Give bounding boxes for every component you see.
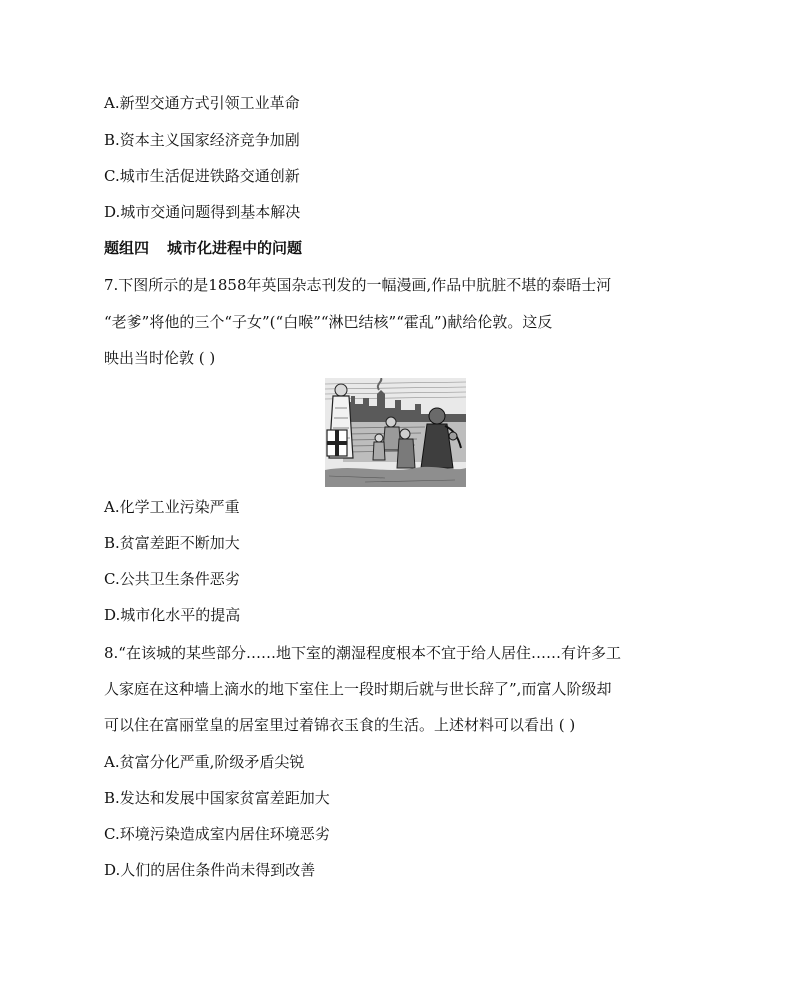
q7-option-c: C.公共卫生条件恶劣 <box>104 570 240 588</box>
q7-option-a: A.化学工业污染严重 <box>104 498 240 516</box>
q6-option-a: A.新型交通方式引领工业革命 <box>104 94 300 112</box>
q6-option-b: B.资本主义国家经济竞争加剧 <box>104 131 300 149</box>
q6-option-c: C.城市生活促进铁路交通创新 <box>104 167 300 185</box>
q7-option-d: D.城市化水平的提高 <box>104 606 241 624</box>
q8-stem-line-2: 人家庭在这种墙上滴水的地下室住上一段时期后就与世长辞了”,而富人阶级却 <box>104 680 612 698</box>
q7-stem-line-1: 7.下图所示的是1858年英国杂志刊发的一幅漫画,作品中肮脏不堪的泰晤士河 <box>104 276 612 294</box>
q8-option-d: D.人们的居住条件尚未得到改善 <box>104 861 316 879</box>
q8-option-b: B.发达和发展中国家贫富差距加大 <box>104 789 330 807</box>
section-label: 题组四 <box>104 239 150 257</box>
q8-option-a: A.贫富分化严重,阶级矛盾尖锐 <box>104 753 305 771</box>
q8-stem-line-3: 可以住在富丽堂皇的居室里过着锦衣玉食的生活。上述材料可以看出 ( ) <box>104 716 576 734</box>
section-title: 城市化进程中的问题 <box>167 239 303 257</box>
q7-stem-line-3: 映出当时伦敦 ( ) <box>104 349 216 367</box>
q7-option-b: B.贫富差距不断加大 <box>104 534 240 552</box>
q8-stem-line-1: 8.“在该城的某些部分……地下室的潮湿程度根本不宜于给人居住……有许多工 <box>104 644 621 662</box>
q7-stem-line-2: “老爹”将他的三个“子女”(“白喉”“淋巴结核”“霍乱”)献给伦敦。这反 <box>104 313 553 331</box>
q6-option-d: D.城市交通问题得到基本解决 <box>104 203 301 221</box>
q8-option-c: C.环境污染造成室内居住环境恶劣 <box>104 825 330 843</box>
section-heading <box>104 238 302 258</box>
thames-cartoon-illustration <box>325 378 466 487</box>
